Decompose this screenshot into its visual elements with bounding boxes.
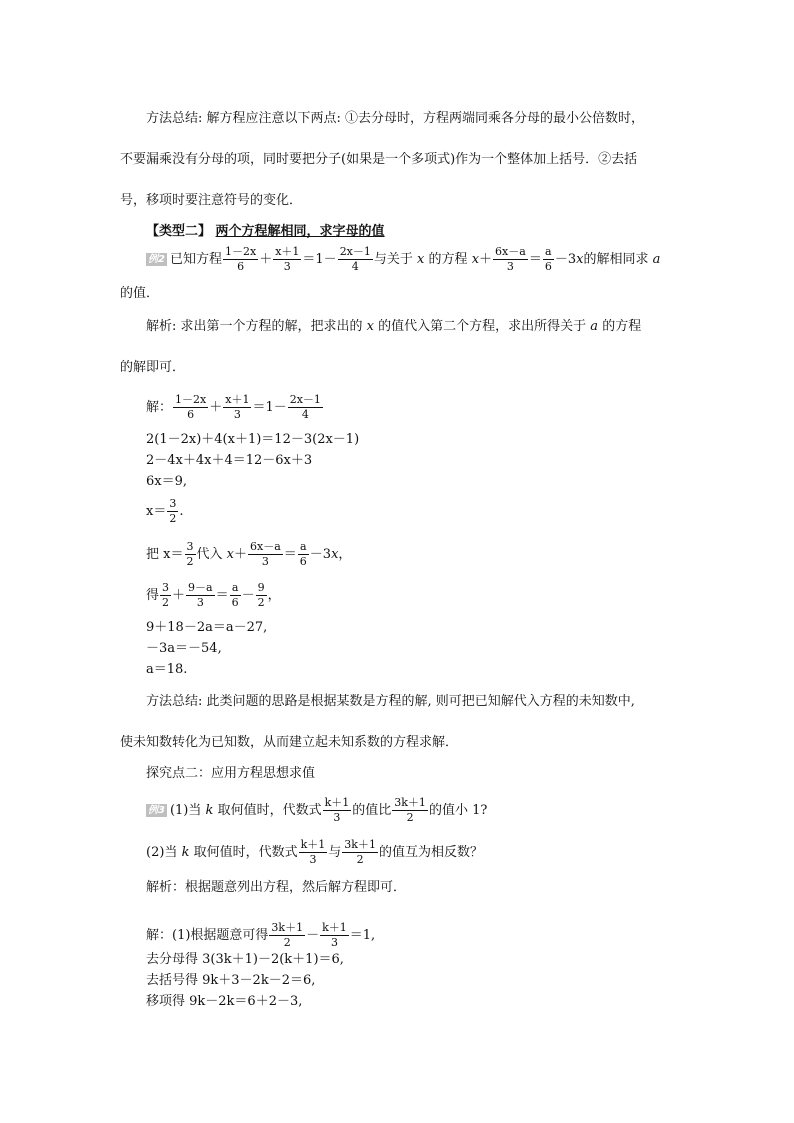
period: .	[179, 504, 184, 519]
frac-num: k＋1	[324, 796, 350, 809]
summary1-line1: 方法总结: 解方程应注意以下两点: ①去分母时，方程两端同乘各分母的最小公倍数时，	[146, 111, 645, 126]
frac-den: 3	[333, 811, 341, 824]
frac-den: 2	[162, 596, 170, 609]
fraction	[256, 581, 267, 610]
type2-header	[146, 224, 385, 240]
analysis2-text-b: 的值代入第二个方程，求出所得关于	[378, 319, 587, 334]
frac-den: 6	[544, 260, 552, 273]
equals-one: ＝1,	[349, 928, 376, 943]
example2-line2: 的值．	[120, 286, 160, 301]
solution2-line2: 2(1－2x)＋4(x＋1)＝12－3(2x－1)	[146, 432, 360, 447]
type2-bracket: 【类型二】	[146, 224, 212, 239]
example2-text2: 与关于	[373, 252, 413, 267]
example3-line1	[146, 796, 487, 825]
fraction	[323, 796, 352, 825]
fraction	[299, 838, 328, 867]
fraction	[288, 393, 323, 422]
frac-num: 3k＋1	[394, 796, 426, 809]
var-x: x	[417, 252, 425, 267]
frac-num: x＋1	[225, 393, 250, 406]
frac-num: 6x－a	[250, 540, 281, 553]
frac-num: a	[298, 540, 309, 555]
type2-title: 两个方程解相同，求字母的值	[215, 224, 385, 239]
solution3-line1	[146, 921, 375, 950]
comma: ，	[267, 588, 281, 603]
frac-num: 6x－a	[495, 245, 526, 258]
solution2-line9: －3a＝－54,	[146, 641, 222, 656]
fraction	[160, 581, 171, 610]
solution3-line3: 去括号得 9k＋3－2k－2＝6,	[146, 973, 316, 988]
summary1-line3: 号，移项时要注意符号的变化．	[120, 193, 303, 208]
frac-den: 2	[186, 555, 194, 568]
get-text: 得	[146, 588, 160, 603]
frac-den: 6	[231, 596, 239, 609]
example2-tag: 例2	[148, 254, 165, 265]
example3-p2-d: 的值互为相反数？	[378, 845, 483, 860]
example3-p2-a: (2)当	[146, 845, 178, 860]
solution2-line4: 6x＝9,	[146, 474, 188, 489]
frac-num: a	[230, 581, 241, 596]
example3-p2-c: 与	[328, 845, 342, 860]
analysis3: 解析：根据题意列出方程，然后解方程即可．	[146, 880, 407, 895]
example3-p1-b: 取何值时，代数式	[217, 803, 322, 818]
frac-num: 2x－1	[339, 245, 371, 258]
solution2-line6	[146, 540, 351, 569]
fraction	[248, 540, 283, 569]
equals-sign: ＝	[215, 588, 229, 603]
frac-den: 2	[406, 811, 414, 824]
example3-p2-b: 取何值时，代数式	[193, 845, 298, 860]
solution2-line8: 9＋18－2a＝a－27,	[146, 620, 268, 635]
var-x: x	[576, 252, 584, 267]
example3-tag: 例3	[148, 805, 165, 816]
minus-sign: －	[241, 588, 255, 603]
frac-den: 2	[283, 936, 291, 949]
summary2-line2: 使未知数转化为已知数，从而建立起未知系数的方程求解．	[120, 735, 459, 750]
frac-num: 3	[169, 497, 177, 510]
frac-num: 2x－1	[289, 393, 321, 406]
frac-num: 3	[186, 540, 194, 553]
var-x: x	[226, 547, 234, 562]
frac-den: 2	[356, 853, 364, 866]
solution3-line2: 去分母得 3(3k＋1)－2(k＋1)＝6,	[146, 952, 344, 967]
frac-den: 3	[506, 260, 514, 273]
fraction	[223, 245, 258, 274]
fraction	[167, 497, 178, 526]
solution2-line3: 2－4x＋4x＋4＝12－6x＋3	[146, 453, 313, 468]
frac-num: k＋1	[300, 838, 326, 851]
example3-p1-c: 的值比	[352, 803, 392, 818]
frac-den: 3	[261, 555, 269, 568]
equals-part: ＝1－	[252, 400, 287, 415]
frac-num: 9	[257, 581, 265, 594]
plus-sign: ＋	[172, 588, 186, 603]
example3-p1-d: 的值小 1?	[428, 803, 488, 818]
frac-num: x＋1	[275, 245, 300, 258]
frac-num: k＋1	[322, 921, 347, 934]
frac-den: 3	[330, 936, 338, 949]
fraction	[392, 796, 428, 825]
var-x: x	[471, 252, 480, 267]
var-a: a	[590, 319, 599, 334]
plus-sign: ＋	[479, 252, 493, 267]
analysis2-text-a: 解析: 求出第一个方程的解，把求出的	[146, 319, 363, 334]
var-x: x	[366, 319, 374, 334]
fraction	[493, 245, 528, 274]
example2-text5: 的解相同求	[583, 252, 649, 267]
equals-sign: ＝	[283, 547, 297, 562]
x-equals: x＝	[146, 504, 167, 519]
fraction	[173, 393, 208, 422]
fraction	[273, 245, 301, 274]
analysis2-line2: 的解即可．	[120, 360, 186, 375]
fraction	[186, 581, 215, 610]
equals-sign: ＝	[528, 252, 542, 267]
fraction	[185, 540, 196, 569]
minus-sign: －	[306, 928, 320, 943]
solution2-line5	[146, 497, 183, 526]
fraction	[269, 921, 305, 950]
frac-num: 3k＋1	[271, 921, 304, 934]
solution3-line4: 移项得 9k－2k＝6＋2－3,	[146, 994, 303, 1009]
example3-line2	[146, 838, 483, 867]
frac-num: 1－2x	[175, 393, 207, 406]
solution-label: 解：	[146, 400, 173, 415]
frac-den: 3	[283, 260, 291, 273]
frac-num: 3	[162, 581, 170, 594]
frac-den: 6	[187, 408, 195, 421]
fraction	[230, 581, 241, 610]
solution3-text: 解：(1)根据题意可得	[146, 928, 269, 943]
frac-num: 1－2x	[224, 245, 257, 258]
summary2-line1: 方法总结: 此类问题的思路是根据某数是方程的解, 则可把已知解代入方程的未知数中,	[146, 694, 635, 709]
equals-part: ＝1－	[302, 252, 337, 267]
example2-text3: 的方程	[428, 252, 468, 267]
comma: ，	[338, 547, 352, 562]
frac-den: 2	[257, 596, 265, 609]
frac-num: 3k＋1	[344, 838, 376, 851]
var-a: a	[652, 252, 661, 267]
sub-text-b: 代入	[196, 547, 223, 562]
frac-den: 2	[169, 512, 177, 525]
fraction	[342, 838, 378, 867]
var-k: k	[205, 803, 214, 818]
point2-heading: 探究点二：应用方程思想求值	[146, 766, 316, 781]
x-equals: x＝	[163, 547, 184, 562]
plus-sign: ＋	[259, 252, 273, 267]
fraction	[320, 921, 349, 950]
frac-num: a	[543, 245, 554, 260]
frac-den: 4	[301, 408, 309, 421]
fraction	[223, 393, 251, 422]
summary1-line2: 不要漏乘没有分母的项，同时要把分子(如果是一个多项式)作为一个整体加上括号．②去括	[120, 152, 638, 167]
plus-sign: ＋	[234, 547, 248, 562]
minus-3: －3	[554, 252, 577, 267]
analysis2-text-c: 的方程	[602, 319, 642, 334]
fraction	[298, 540, 309, 569]
frac-num: 9－a	[188, 581, 213, 594]
frac-den: 3	[309, 853, 317, 866]
example2-text1: 已知方程	[169, 252, 222, 267]
solution2-line7	[146, 581, 281, 610]
example2-line1	[146, 245, 660, 274]
example3-p1-a: (1)当	[169, 803, 202, 818]
var-x: x	[331, 547, 339, 562]
frac-den: 3	[196, 596, 204, 609]
fraction	[338, 245, 373, 274]
minus-3: －3	[309, 547, 332, 562]
solution2-line10: a＝18.	[146, 662, 188, 677]
plus-sign: ＋	[209, 400, 223, 415]
solution2-line1	[146, 393, 324, 422]
frac-den: 6	[299, 555, 307, 568]
frac-den: 4	[351, 260, 359, 273]
var-k: k	[181, 845, 190, 860]
frac-den: 3	[233, 408, 241, 421]
analysis2-line1	[146, 319, 641, 335]
sub-text-a: 把	[146, 547, 160, 562]
frac-den: 6	[237, 260, 245, 273]
fraction	[543, 245, 554, 274]
